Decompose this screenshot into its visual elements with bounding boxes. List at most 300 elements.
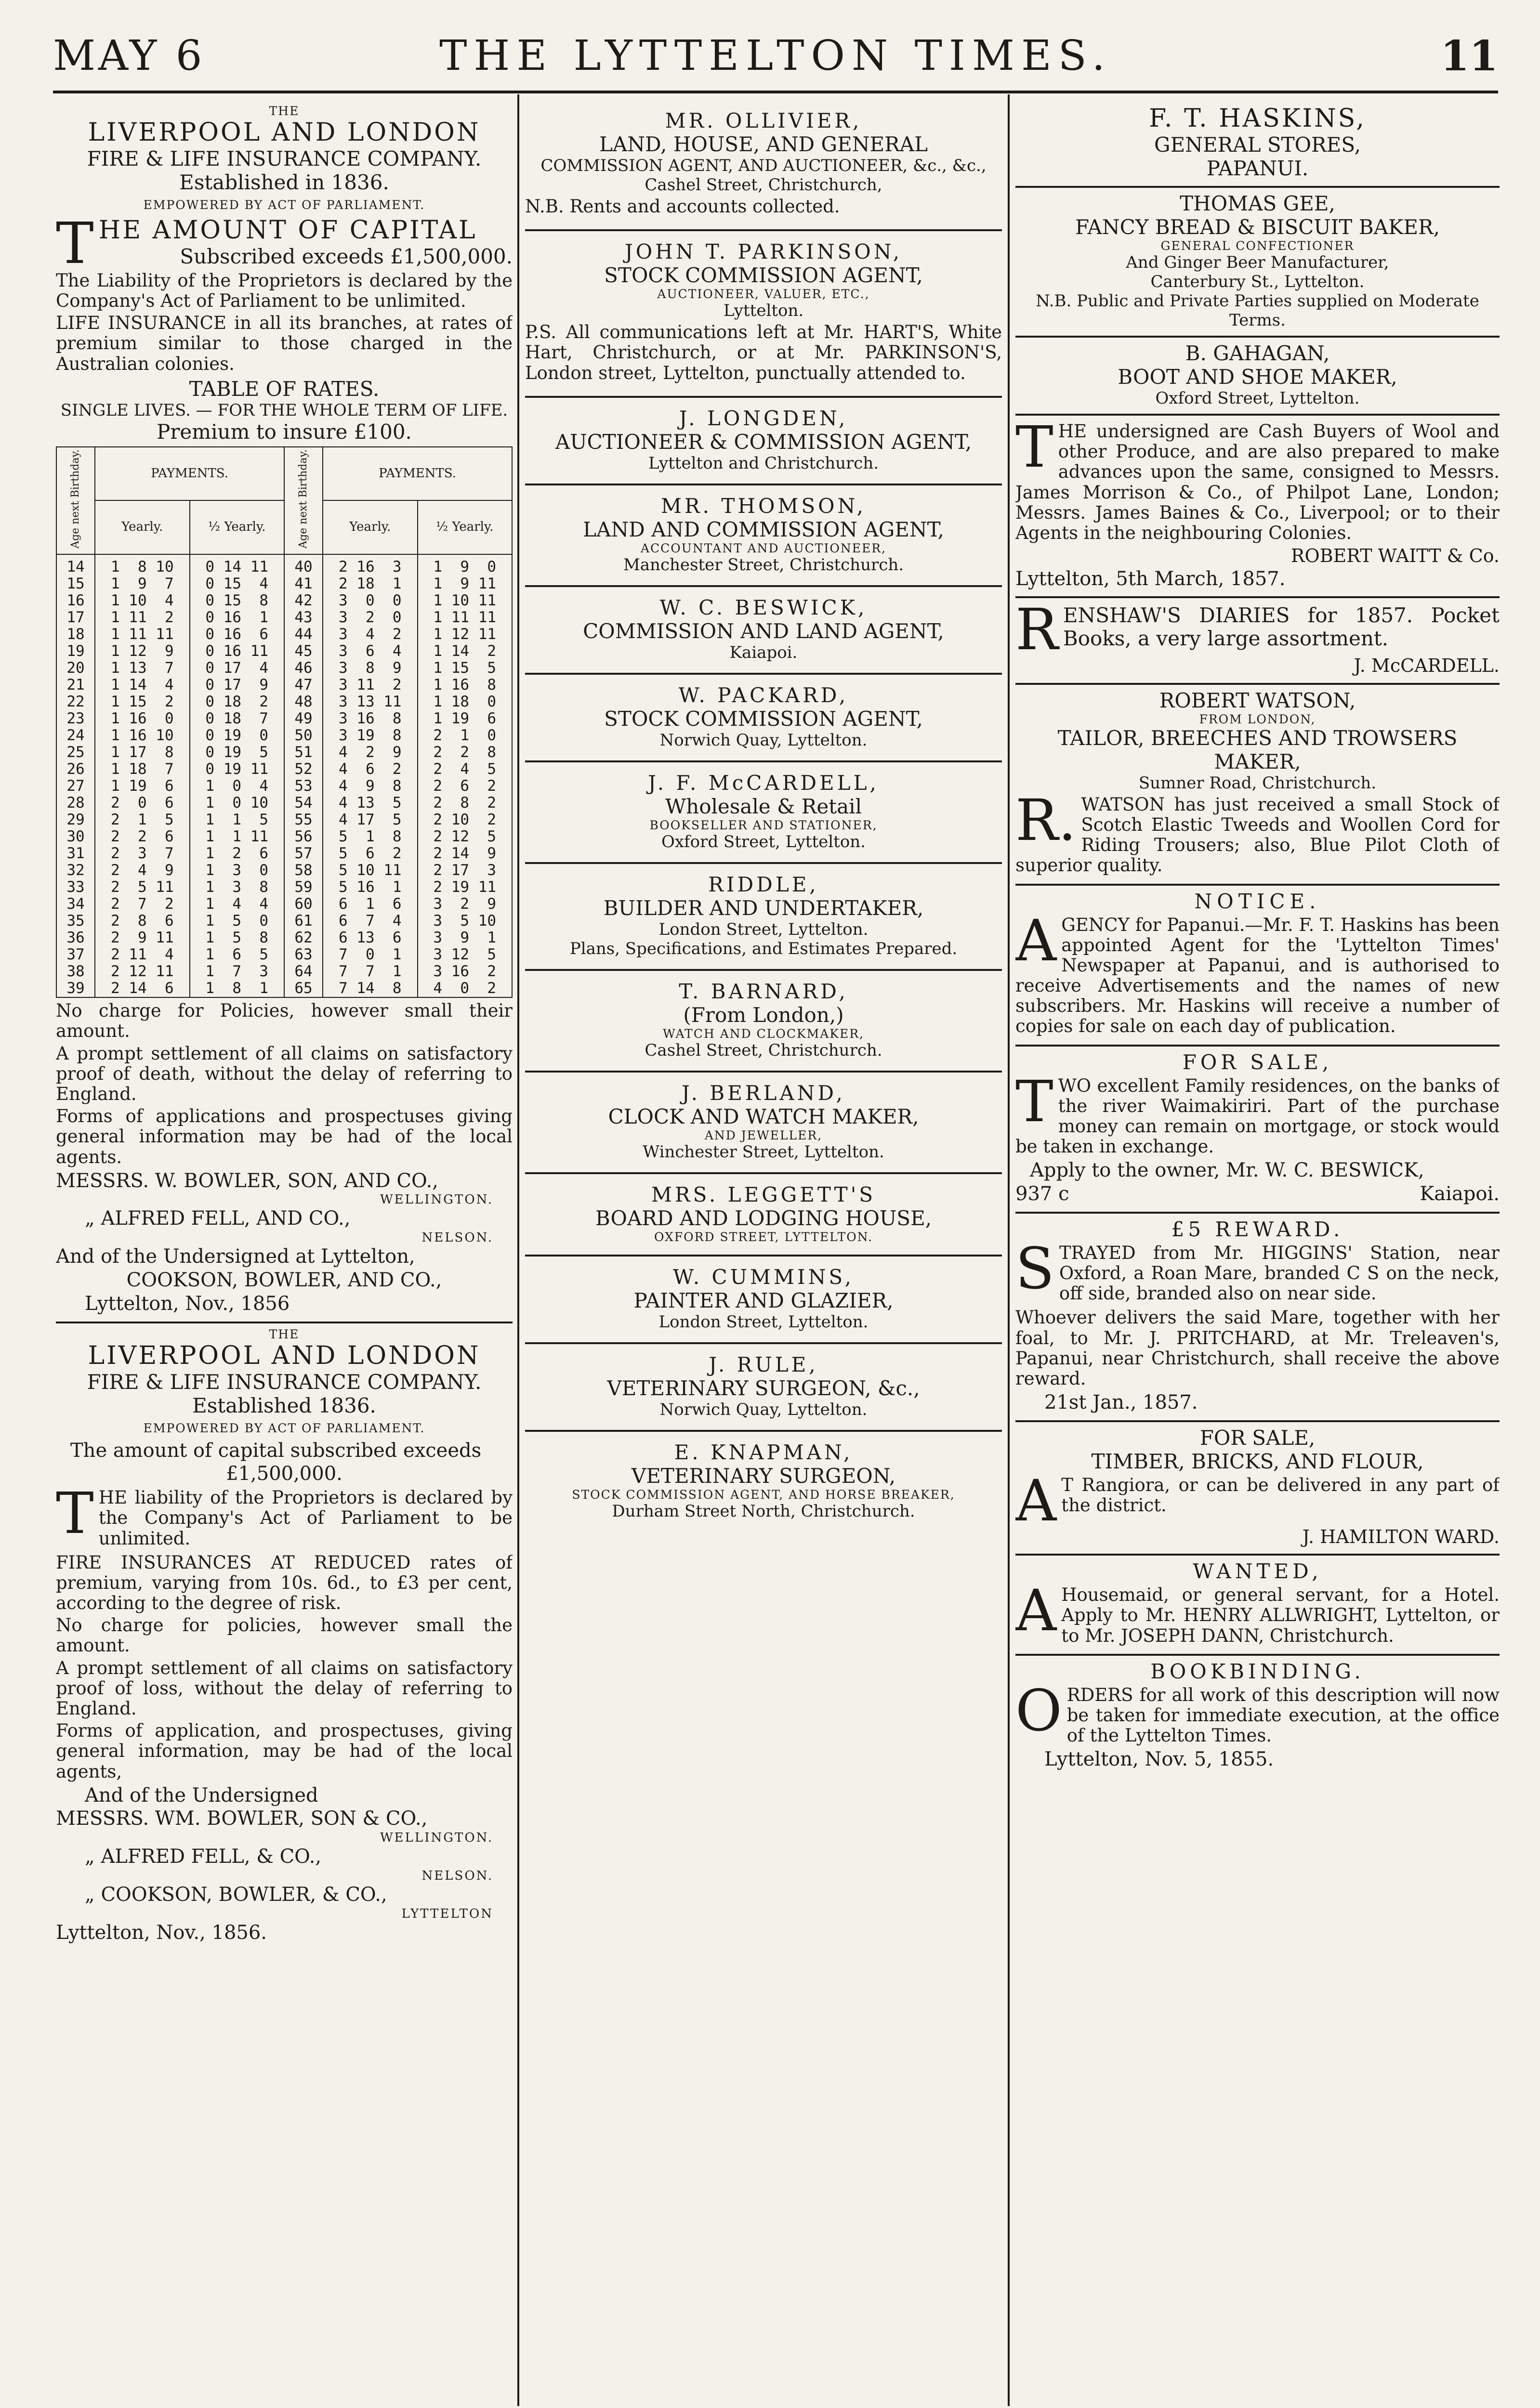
ad-body: GENCY for Papanui.—Mr. F. T. Haskins has been appointed Agent for the 'Lyttelton Times' Newspaper at Papanui, and is authorised to receive Advertisements and the names of new subscribers. Mr. Haskins will receive a number of copies for sale on each day of publication. — [1015, 914, 1500, 1037]
rate-cell-age: 45 — [284, 643, 323, 660]
ad-line: FANCY BREAD & BISCUIT BAKER, — [1075, 215, 1440, 239]
rate-cell-yearly: 7 7 1 — [323, 963, 417, 980]
rate-cell-yearly: 1 19 6 — [95, 778, 189, 795]
rate-cell-age: 31 — [56, 845, 95, 862]
dateline: Lyttelton, Nov., 1856 — [85, 1292, 290, 1315]
rate-cell-yearly: 3 16 8 — [323, 710, 417, 727]
agent-place: WELLINGTON. — [380, 1831, 493, 1845]
rate-cell-half-yearly: 0 18 7 — [190, 710, 284, 727]
capital-block — [56, 216, 513, 269]
rate-row — [56, 660, 512, 677]
rate-cell-age: 19 — [56, 643, 95, 660]
drop-cap: R — [1015, 602, 1058, 655]
ad-line: T. BARNARD, — [679, 979, 848, 1003]
rate-cell-yearly: 4 2 9 — [323, 744, 417, 761]
ad-line: Lyttelton. — [723, 301, 804, 321]
rate-cell-age: 41 — [284, 576, 323, 592]
ad-line: W. CUMMINS, — [672, 1265, 855, 1289]
rate-cell-yearly: 2 1 5 — [95, 811, 189, 828]
rate-row — [56, 946, 512, 963]
rate-cell-half-yearly: 3 16 2 — [418, 963, 513, 980]
rate-cell-age: 42 — [284, 592, 323, 609]
rate-cell-yearly: 4 6 2 — [323, 761, 417, 778]
ad-line: COMMISSION AND LAND AGENT, — [583, 619, 944, 643]
rate-cell-age: 61 — [284, 913, 323, 929]
rate-cell-yearly: 5 16 1 — [323, 879, 417, 896]
rate-cell-half-yearly: 2 19 11 — [418, 879, 513, 896]
rate-cell-age: 62 — [284, 929, 323, 946]
agent-wellington: MESSRS. WM. BOWLER, SON & CO., — [56, 1807, 428, 1830]
rate-cell-age: 50 — [284, 727, 323, 744]
rate-row — [56, 694, 512, 710]
rate-cell-half-yearly: 1 7 3 — [190, 963, 284, 980]
ad-heading: NOTICE. — [1194, 889, 1321, 913]
rate-cell-half-yearly: 1 10 11 — [418, 592, 513, 609]
rate-cell-yearly: 4 13 5 — [323, 795, 417, 811]
ad-signature: J. HAMILTON WARD. — [1302, 1526, 1500, 1547]
rate-cell-half-yearly: 1 8 1 — [190, 980, 284, 997]
empowered: EMPOWERED BY ACT OF PARLIAMENT. — [143, 1421, 425, 1435]
agent-place: WELLINGTON. — [380, 1192, 493, 1207]
rate-cell-half-yearly: 1 6 5 — [190, 946, 284, 963]
column-1 — [56, 100, 513, 2407]
rate-cell-yearly: 3 8 9 — [323, 660, 417, 677]
notice-body — [1015, 913, 1500, 1039]
rate-cell-half-yearly: 0 17 9 — [190, 677, 284, 694]
agent-nelson: „ ALFRED FELL, & CO., — [85, 1845, 322, 1868]
premium-line: Premium to insure £100. — [157, 419, 412, 444]
company-name: LIVERPOOL AND LONDON — [88, 1341, 481, 1370]
rate-cell-yearly: 5 10 11 — [323, 862, 417, 879]
ad-note: P.S. All communications left at Mr. HART'S, White Hart, Christchurch, or at Mr. PARKINSON'S, London street, Lyttelton, punctually attended to. — [525, 322, 1002, 383]
ad-body: RDERS for all work of this description will now be taken for immediate execution, at the office of the Lyttelton Times. — [1066, 1684, 1500, 1746]
rate-cell-yearly: 1 10 4 — [95, 592, 189, 609]
rate-cell-age: 49 — [284, 710, 323, 727]
forms-para: Forms of application, and prospectuses, giving general information, may be had of the local agents, — [56, 1720, 513, 1782]
ad-body: HE undersigned are Cash Buyers of Wool and other Produce, and are also prepared to make advances upon the same, consigned to Messrs. James Morrison & Co., of Philpot Lane, London; Messrs. James Baines & Co., Liverpool; or to their Agents in the neighbouring Colonies. — [1015, 421, 1500, 543]
table-title: TABLE OF RATES. — [189, 377, 380, 401]
rate-cell-half-yearly: 1 5 0 — [190, 913, 284, 929]
rate-cell-yearly: 1 13 7 — [95, 660, 189, 677]
rate-cell-age: 16 — [56, 592, 95, 609]
rate-cell-half-yearly: 1 2 6 — [190, 845, 284, 862]
company-name: LIVERPOOL AND LONDON — [88, 118, 481, 147]
rate-cell-age: 23 — [56, 710, 95, 727]
rate-cell-yearly: 2 12 11 — [95, 963, 189, 980]
ad-waitt — [1015, 416, 1500, 598]
rate-cell-half-yearly: 1 1 11 — [190, 828, 284, 845]
rate-cell-age: 55 — [284, 811, 323, 828]
ad-body-2: Whoever delivers the said Mare, together with her foal, to Mr. J. PRITCHARD, at Mr. Treleaven's, Papanui, near Christchurch, shall receive the above reward. — [1015, 1307, 1500, 1389]
ad-line: OXFORD STREET, LYTTELTON. — [654, 1230, 873, 1244]
company-name-2: FIRE & LIFE INSURANCE COMPANY. — [87, 1370, 482, 1394]
rate-cell-age: 25 — [56, 744, 95, 761]
rate-cell-age: 65 — [284, 980, 323, 997]
rate-cell-half-yearly: 0 19 0 — [190, 727, 284, 744]
rate-cell-yearly: 3 19 8 — [323, 727, 417, 744]
empowered: EMPOWERED BY ACT OF PARLIAMENT. — [143, 198, 425, 212]
established: Established in 1836. — [179, 170, 389, 194]
half-yearly-header: ½ Yearly. — [190, 500, 284, 554]
rate-cell-age: 33 — [56, 879, 95, 896]
ad-signature: J. McCARDELL. — [1354, 655, 1500, 677]
drop-cap: S — [1015, 1241, 1054, 1302]
rates-body — [56, 554, 512, 997]
col2-ad — [525, 675, 1002, 762]
ad-line: Lyttelton and Christchurch. — [648, 453, 879, 473]
rate-cell-half-yearly: 0 16 1 — [190, 609, 284, 626]
insurance-ad-fire — [56, 1323, 513, 1950]
ad-line: ROBERT WATSON, — [1159, 688, 1356, 712]
rate-cell-yearly: 6 13 6 — [323, 929, 417, 946]
ad-line: Canterbury St., Lyttelton. — [1150, 272, 1365, 291]
ad-heading: FOR SALE, — [1199, 1426, 1316, 1450]
rate-cell-yearly: 3 6 4 — [323, 643, 417, 660]
rate-cell-half-yearly: 0 19 5 — [190, 744, 284, 761]
rate-cell-half-yearly: 3 2 9 — [418, 896, 513, 913]
rate-cell-age: 30 — [56, 828, 95, 845]
column-rule-1 — [517, 94, 519, 2406]
drop-cap: R. — [1015, 792, 1077, 853]
col2-ad — [525, 485, 1002, 587]
undersigned: And of the Undersigned at Lyttelton, — [56, 1245, 415, 1268]
ad-line: Oxford Street, Lyttelton. — [661, 832, 866, 851]
rate-row — [56, 576, 512, 592]
rate-cell-age: 51 — [284, 744, 323, 761]
no-charge-para: No charge for policies, however small the amount. — [56, 1615, 513, 1656]
column-2 — [525, 100, 1002, 2407]
ad-line: AND JEWELLER, — [704, 1128, 823, 1142]
rate-cell-half-yearly: 0 16 11 — [190, 643, 284, 660]
rate-cell-half-yearly: 1 12 11 — [418, 626, 513, 643]
col2-ad — [525, 100, 1002, 231]
rate-cell-half-yearly: 1 3 0 — [190, 862, 284, 879]
ad-line: AUCTIONEER, VALUER, ETC., — [657, 287, 870, 301]
drop-cap: A — [1015, 1583, 1057, 1644]
ad-line: Cashel Street, Christchurch, — [645, 175, 882, 195]
bookbinding-body — [1015, 1683, 1500, 1748]
company-name-2: FIRE & LIFE INSURANCE COMPANY. — [87, 147, 482, 170]
rate-row — [56, 710, 512, 727]
rate-cell-age: 24 — [56, 727, 95, 744]
rate-cell-age: 26 — [56, 761, 95, 778]
rate-cell-yearly: 1 18 7 — [95, 761, 189, 778]
rate-cell-yearly: 2 9 11 — [95, 929, 189, 946]
ad-line: MRS. LEGGETT'S — [651, 1182, 876, 1206]
ad-body: WO excellent Family residences, on the banks of the river Waimakiriri. Part of the purchase money can remain on mortgage, or stock would be taken in exchange. — [1015, 1075, 1500, 1157]
rate-cell-age: 29 — [56, 811, 95, 828]
ad-line: MR. OLLIVIER, — [665, 109, 862, 132]
ad-line: CLOCK AND WATCH MAKER, — [608, 1104, 919, 1128]
rate-cell-yearly: 7 0 1 — [323, 946, 417, 963]
col2-ad — [525, 1432, 1002, 1531]
drop-cap: O — [1015, 1683, 1062, 1744]
ad-body: Housemaid, or general servant, for a Hotel. Apply to Mr. HENRY ALLWRIGHT, Lyttelton, or to Mr. JOSEPH DANN, Christchurch. — [1061, 1584, 1500, 1646]
rate-cell-half-yearly: 2 14 9 — [418, 845, 513, 862]
col2-ad — [525, 762, 1002, 864]
rate-cell-half-yearly: 1 4 4 — [190, 896, 284, 913]
agent-lyttelton: COOKSON, BOWLER, AND CO., — [126, 1269, 442, 1292]
ad-line: PAPANUI. — [1206, 157, 1309, 180]
column-3 — [1015, 100, 1500, 2407]
capital-heading: HE AMOUNT OF CAPITAL — [98, 216, 477, 245]
rate-cell-yearly: 1 9 7 — [95, 576, 189, 592]
rate-row — [56, 609, 512, 626]
rate-row — [56, 862, 512, 879]
ad-line: BOOT AND SHOE MAKER, — [1118, 365, 1397, 389]
ad-for-sale-timber — [1015, 1422, 1500, 1556]
ad-body: WATSON has just received a small Stock of Scotch Elastic Tweeds and Woollen Cord for Riding Trousers; also, Blue Pilot Cloth of superior quality. — [1015, 794, 1500, 876]
rate-cell-yearly: 7 14 8 — [323, 980, 417, 997]
yearly-header: Yearly. — [95, 500, 189, 554]
rate-row — [56, 677, 512, 694]
issue-date: MAY 6 — [53, 32, 205, 80]
yearly-header: Yearly. — [323, 500, 417, 554]
rate-row — [56, 744, 512, 761]
rate-cell-half-yearly: 2 8 2 — [418, 795, 513, 811]
rate-cell-half-yearly: 0 16 6 — [190, 626, 284, 643]
rate-cell-half-yearly: 1 9 0 — [418, 554, 513, 576]
rate-cell-half-yearly: 2 2 8 — [418, 744, 513, 761]
note-forms: Forms of applications and prospectuses giving general information may be had of the local agents. — [56, 1106, 513, 1167]
ad-line: Winchester Street, Lyttelton. — [643, 1142, 884, 1162]
ad-line: JOHN T. PARKINSON, — [624, 240, 903, 264]
rate-row — [56, 778, 512, 795]
ad-haskins — [1015, 100, 1500, 188]
rate-row — [56, 913, 512, 929]
ad-note: N.B. Rents and accounts collected. — [525, 196, 840, 217]
fire-insurance-para: FIRE INSURANCES AT REDUCED rates of premium, varying from 10s. 6d., to £3 per cent, according to the degree of risk. — [56, 1552, 513, 1614]
rate-cell-age: 40 — [284, 554, 323, 576]
ad-heading: £5 REWARD. — [1171, 1217, 1344, 1241]
age-header-right — [284, 447, 323, 554]
rate-cell-yearly: 1 14 4 — [95, 677, 189, 694]
col2-ad — [525, 398, 1002, 485]
rate-cell-age: 60 — [284, 896, 323, 913]
rate-cell-age: 36 — [56, 929, 95, 946]
ad-line: FROM LONDON, — [1199, 712, 1316, 726]
ad-wanted — [1015, 1556, 1500, 1656]
rate-cell-age: 38 — [56, 963, 95, 980]
established: Established 1836. — [192, 1393, 376, 1417]
age-label: Age next Birthday. — [297, 449, 309, 549]
rate-cell-yearly: 4 9 8 — [323, 778, 417, 795]
ad-heading: FOR SALE, — [1182, 1050, 1333, 1074]
agent-nelson: „ ALFRED FELL, AND CO., — [85, 1207, 351, 1230]
rate-cell-yearly: 2 4 9 — [95, 862, 189, 879]
ad-line: COMMISSION AGENT, AND AUCTIONEER, &c., &c., — [540, 156, 987, 175]
ad-line: STOCK COMMISSION AGENT, — [604, 707, 923, 731]
rate-cell-yearly: 2 7 2 — [95, 896, 189, 913]
rate-cell-half-yearly: 3 5 10 — [418, 913, 513, 929]
masthead-rule — [53, 91, 1498, 93]
ad-line: W. C. BESWICK, — [659, 595, 868, 619]
reward-body — [1015, 1241, 1500, 1306]
rate-row — [56, 929, 512, 946]
ad-line: B. GAHAGAN, — [1185, 341, 1330, 365]
rates-table — [56, 446, 513, 998]
rate-cell-yearly: 2 16 3 — [323, 554, 417, 576]
ad-body: TRAYED from Mr. HIGGINS' Station, near Oxford, a Roan Mare, branded C S on the neck, off side, branded also on near side. — [1059, 1242, 1500, 1304]
rate-cell-half-yearly: 1 0 4 — [190, 778, 284, 795]
ad-line: BOOKSELLER AND STATIONER, — [649, 818, 878, 832]
rate-cell-yearly: 4 17 5 — [323, 811, 417, 828]
ad-date: Lyttelton, 5th March, 1857. — [1015, 567, 1286, 590]
drop-cap: T — [56, 1486, 94, 1547]
ad-line: VETERINARY SURGEON, — [631, 1464, 896, 1488]
column-rule-2 — [1008, 94, 1010, 2406]
ad-line: LAND, HOUSE, AND GENERAL — [599, 132, 928, 156]
agent-lyttelton: „ COOKSON, BOWLER, & CO., — [85, 1884, 387, 1906]
ad-watson — [1015, 685, 1500, 886]
rate-cell-age: 53 — [284, 778, 323, 795]
rate-cell-age: 32 — [56, 862, 95, 879]
rate-cell-half-yearly: 2 10 2 — [418, 811, 513, 828]
ad-line: And Ginger Beer Manufacturer, — [1126, 253, 1389, 272]
rate-cell-half-yearly: 2 4 5 — [418, 761, 513, 778]
ad-body: T Rangiora, or can be delivered in any part of the district. — [1061, 1474, 1500, 1516]
rate-cell-yearly: 2 3 7 — [95, 845, 189, 862]
settlement-para: A prompt settlement of all claims on satisfactory proof of loss, without the delay of referring to England. — [56, 1657, 513, 1719]
ad-line: J. BERLAND, — [682, 1081, 845, 1105]
ad-line: GENERAL STORES, — [1154, 133, 1361, 157]
rate-cell-half-yearly: 1 14 2 — [418, 643, 513, 660]
ad-line: Norwich Quay, Lyttelton. — [659, 1400, 868, 1419]
rate-cell-half-yearly: 1 16 8 — [418, 677, 513, 694]
liability-para: HE liability of the Proprietors is declared by the Company's Act of Parliament to be unlimited. — [98, 1487, 513, 1549]
rate-cell-age: 18 — [56, 626, 95, 643]
rate-cell-age: 21 — [56, 677, 95, 694]
rate-cell-age: 57 — [284, 845, 323, 862]
drop-cap: A — [1015, 913, 1057, 974]
ad-line: VETERINARY SURGEON, &c., — [607, 1376, 920, 1400]
ad-line: Durham Street North, Christchurch. — [612, 1501, 915, 1521]
rate-cell-yearly: 2 14 6 — [95, 980, 189, 997]
agent-wellington: MESSRS. W. BOWLER, SON, AND CO., — [56, 1169, 438, 1192]
rate-cell-age: 56 — [284, 828, 323, 845]
page-number: 11 — [1440, 32, 1498, 80]
rate-row — [56, 879, 512, 896]
single-lives: SINGLE LIVES. — FOR THE WHOLE TERM OF LIFE. — [60, 400, 508, 420]
rate-row — [56, 811, 512, 828]
ad-the: THE — [269, 1327, 300, 1341]
rate-cell-half-yearly: 0 14 11 — [190, 554, 284, 576]
drop-cap: T — [56, 216, 94, 269]
rate-cell-age: 14 — [56, 554, 95, 576]
rate-cell-age: 20 — [56, 660, 95, 677]
rate-cell-yearly: 1 11 2 — [95, 609, 189, 626]
rate-cell-half-yearly: 3 9 1 — [418, 929, 513, 946]
rate-cell-age: 17 — [56, 609, 95, 626]
ad-line: E. KNAPMAN, — [674, 1440, 853, 1464]
rate-cell-yearly: 2 18 1 — [323, 576, 417, 592]
dateline: Lyttelton, Nov., 1856. — [56, 1921, 267, 1944]
ad-the: THE — [269, 104, 300, 118]
capital-line-1: The amount of capital subscribed exceeds — [70, 1439, 482, 1462]
rate-cell-half-yearly: 0 17 4 — [190, 660, 284, 677]
rate-cell-yearly: 6 1 6 — [323, 896, 417, 913]
rate-cell-yearly: 2 11 4 — [95, 946, 189, 963]
rate-row — [56, 963, 512, 980]
ad-reward — [1015, 1214, 1500, 1422]
ad-for-sale-residences — [1015, 1047, 1500, 1214]
rate-cell-yearly: 6 7 4 — [323, 913, 417, 929]
rate-cell-half-yearly: 1 11 11 — [418, 609, 513, 626]
rate-cell-yearly: 3 13 11 — [323, 694, 417, 710]
ad-code: 937 c — [1015, 1183, 1069, 1205]
renshaw-body — [1015, 602, 1500, 655]
rate-cell-age: 59 — [284, 879, 323, 896]
agent-place: LYTTELTON — [401, 1906, 493, 1921]
col2-ad — [525, 587, 1002, 675]
col2-ad — [525, 1256, 1002, 1344]
ad-line: PAINTER AND GLAZIER, — [633, 1288, 894, 1312]
ad-line: Oxford Street, Lyttelton. — [1155, 389, 1360, 408]
ad-gee — [1015, 188, 1500, 338]
rate-cell-yearly: 1 11 11 — [95, 626, 189, 643]
rate-cell-half-yearly: 0 15 8 — [190, 592, 284, 609]
insurance-ad-life — [56, 100, 513, 1323]
payments-header-right: PAYMENTS. — [323, 447, 512, 501]
forsale-footer — [1015, 1182, 1500, 1206]
rate-cell-yearly: 3 4 2 — [323, 626, 417, 643]
rate-cell-half-yearly: 2 6 2 — [418, 778, 513, 795]
ad-line: J. RULE, — [709, 1352, 818, 1376]
ad-line: Norwich Quay, Lyttelton. — [659, 730, 868, 750]
masthead — [53, 32, 1498, 90]
rate-cell-age: 52 — [284, 761, 323, 778]
ad-line: STOCK COMMISSION AGENT, AND HORSE BREAKER, — [572, 1487, 955, 1502]
ad-line: Wholesale & Retail — [665, 794, 862, 818]
ad-note: N.B. Public and Private Parties supplied on Moderate Terms. — [1036, 291, 1479, 330]
ad-line: (From London,) — [683, 1003, 844, 1027]
ad-line: J. LONGDEN, — [679, 406, 848, 430]
rate-cell-yearly: 3 2 0 — [323, 609, 417, 626]
ad-date: 21st Jan., 1857. — [1044, 1391, 1198, 1414]
rate-cell-yearly: 1 15 2 — [95, 694, 189, 710]
rate-cell-age: 27 — [56, 778, 95, 795]
rate-cell-half-yearly: 1 5 8 — [190, 929, 284, 946]
ad-line: THOMAS GEE, — [1180, 192, 1335, 215]
rate-cell-yearly: 2 2 6 — [95, 828, 189, 845]
ad-line: BOARD AND LODGING HOUSE, — [595, 1206, 932, 1230]
capital-line: Subscribed exceeds £1,500,000. — [180, 245, 513, 268]
rate-cell-half-yearly: 1 15 5 — [418, 660, 513, 677]
rate-cell-half-yearly: 0 18 2 — [190, 694, 284, 710]
ad-line: GENERAL CONFECTIONER — [1160, 239, 1355, 253]
ad-heading: WANTED, — [1193, 1559, 1322, 1584]
ad-line: Manchester Street, Christchurch. — [623, 555, 904, 575]
rate-cell-yearly: 2 0 6 — [95, 795, 189, 811]
wanted-body — [1015, 1583, 1500, 1648]
rate-row — [56, 980, 512, 997]
rate-cell-age: 15 — [56, 576, 95, 592]
drop-cap: T — [1015, 1073, 1053, 1135]
rate-cell-age: 44 — [284, 626, 323, 643]
ad-gahagan — [1015, 338, 1500, 416]
rate-row — [56, 896, 512, 913]
life-insurance-para: LIFE INSURANCE in all its branches, at rates of premium similar to those charged in the Australian colonies. — [56, 313, 513, 374]
waitt-body — [1015, 419, 1500, 545]
rate-row — [56, 626, 512, 643]
rate-cell-half-yearly: 1 18 0 — [418, 694, 513, 710]
timber-body — [1015, 1473, 1500, 1526]
ad-line: London Street, Lyttelton. — [658, 1312, 869, 1332]
newspaper-title: THE LYTTELTON TIMES. — [439, 32, 1112, 80]
capital-line-2: £1,500,000. — [226, 1463, 342, 1485]
col2-ad — [525, 1174, 1002, 1256]
note-settlement: A prompt settlement of all claims on satisfactory proof of death, without the delay of referring to England. — [56, 1043, 513, 1104]
